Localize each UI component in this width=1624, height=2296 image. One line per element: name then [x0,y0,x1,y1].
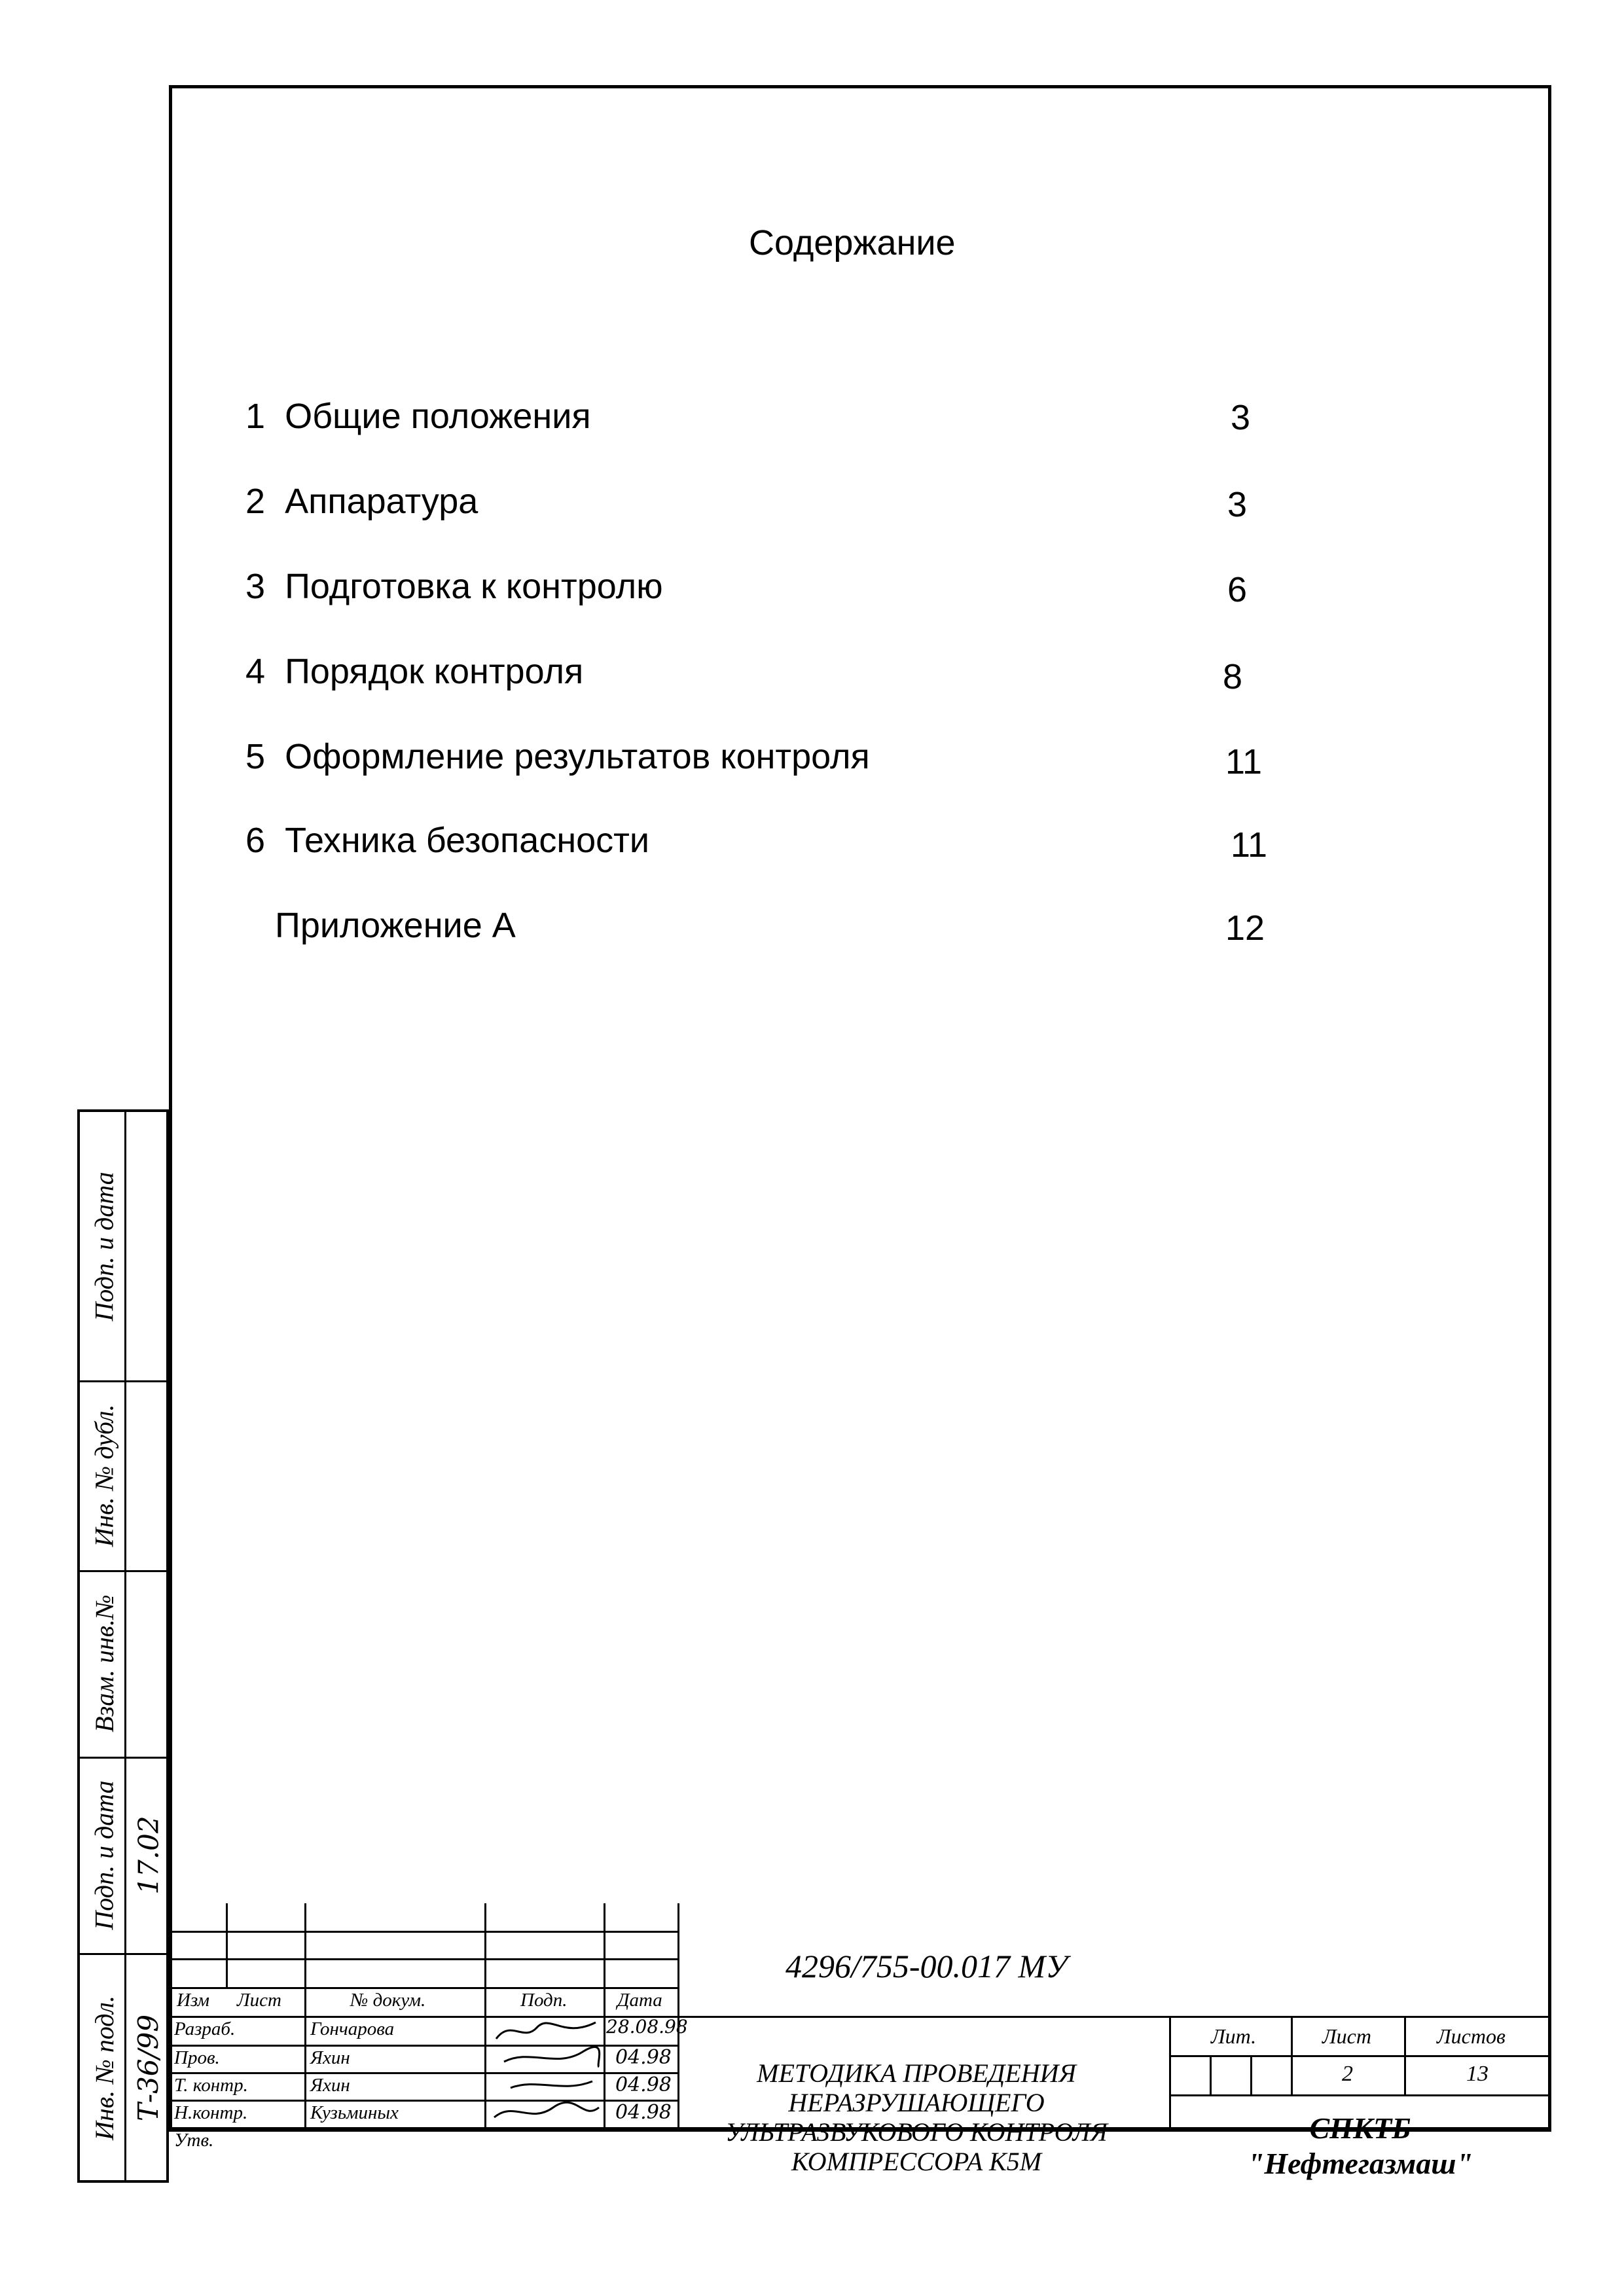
side-label-sign-date: Подп. и дата [89,1171,119,1321]
toc-item-label: Приложение А [275,906,516,945]
sheet-label: Лист [1322,2024,1371,2048]
document-title-line: КОМПРЕССОРА К5М [791,2147,1042,2176]
header-izm: Изм [177,1990,210,2011]
lit-label: Лит. [1211,2024,1257,2048]
toc-item-page: 11 [1231,825,1268,865]
organization [1169,2111,1551,2181]
side-stamp [77,1109,169,2183]
name-tech-control: Яхин [310,2075,350,2096]
header-sign: Подп. [520,1990,568,2011]
toc-item [245,481,478,522]
side-label-inv-dup: Инв. № дубл. [89,1404,119,1547]
role-tech-control: Т. контр. [174,2075,248,2096]
sheets-count: 13 [1466,2062,1489,2086]
toc-item [245,566,663,607]
name-checker: Яхин [310,2047,350,2068]
header-date: Дата [617,1990,662,2011]
toc-item-label: Общие положения [285,397,591,436]
toc-item-label: Порядок контроля [285,652,584,691]
toc-item-label: Подготовка к контролю [285,567,663,606]
toc-item-number: 3 [245,567,266,606]
toc-item [245,651,583,692]
date-checker: 04.98 [615,2046,672,2069]
date-developer: 28.08.98 [606,2016,688,2037]
header-list: Лист [237,1990,281,2011]
toc-item-number: 5 [245,737,266,776]
toc-item [275,905,516,946]
side-label-sign-date: Подп. и дата [89,1780,119,1930]
toc-item-label: Техника безопасности [285,821,650,860]
role-checker: Пров. [174,2047,220,2068]
role-developer: Разраб. [174,2018,236,2039]
toc-item-page: 3 [1231,398,1251,437]
document-code: 4296/755-00.017 МУ [785,1948,1068,1984]
name-norm-control: Кузьминых [310,2102,399,2123]
toc-item-page: 6 [1227,570,1248,609]
header-doc: № докум. [350,1990,426,2011]
toc-item [245,820,649,861]
date-norm-control: 04.98 [615,2101,672,2124]
organization-name: СПКТБ [1309,2111,1411,2145]
toc-item [245,396,591,437]
document-title [681,2058,1152,2176]
toc-item-page: 12 [1225,908,1265,948]
toc-item-page: 11 [1225,742,1263,781]
toc-item-number: 1 [245,397,266,436]
toc-item-number: 6 [245,821,266,860]
document-title-line: УЛЬТРАЗВУКОВОГО КОНТРОЛЯ [725,2117,1108,2147]
toc-item [245,736,870,777]
sheet-number: 2 [1342,2062,1353,2086]
toc-item-page: 3 [1227,485,1248,524]
organization-subname: "Нефтегазмаш" [1247,2147,1473,2180]
document-title-line: НЕРАЗРУШАЮЩЕГО [788,2088,1045,2117]
name-developer: Гончарова [310,2018,395,2039]
side-handwritten-date: 17.02 [132,1815,165,1895]
role-norm-control: Н.контр. [174,2102,248,2123]
side-handwritten-inv: Т-36/99 [132,2014,165,2121]
toc-item-label: Аппаратура [285,482,478,521]
date-tech-control: 04.98 [615,2073,672,2096]
toc-title: Содержание [749,223,956,262]
sheets-label: Листов [1437,2024,1506,2048]
page-frame [169,85,1551,2130]
toc-item-label: Оформление результатов контроля [285,737,870,776]
document-title-line: МЕТОДИКА ПРОВЕДЕНИЯ [757,2058,1076,2088]
signature-strokes [484,2016,604,2130]
side-label-replace-inv: Взам. инв.№ [89,1594,119,1732]
side-stamp-divider [124,1112,126,2180]
toc-item-page: 8 [1223,657,1243,696]
role-approved: Утв. [174,2130,214,2151]
toc-item-number: 4 [245,652,266,691]
side-label-inv-orig: Инв. № подл. [89,1995,119,2140]
toc-item-number: 2 [245,482,266,521]
